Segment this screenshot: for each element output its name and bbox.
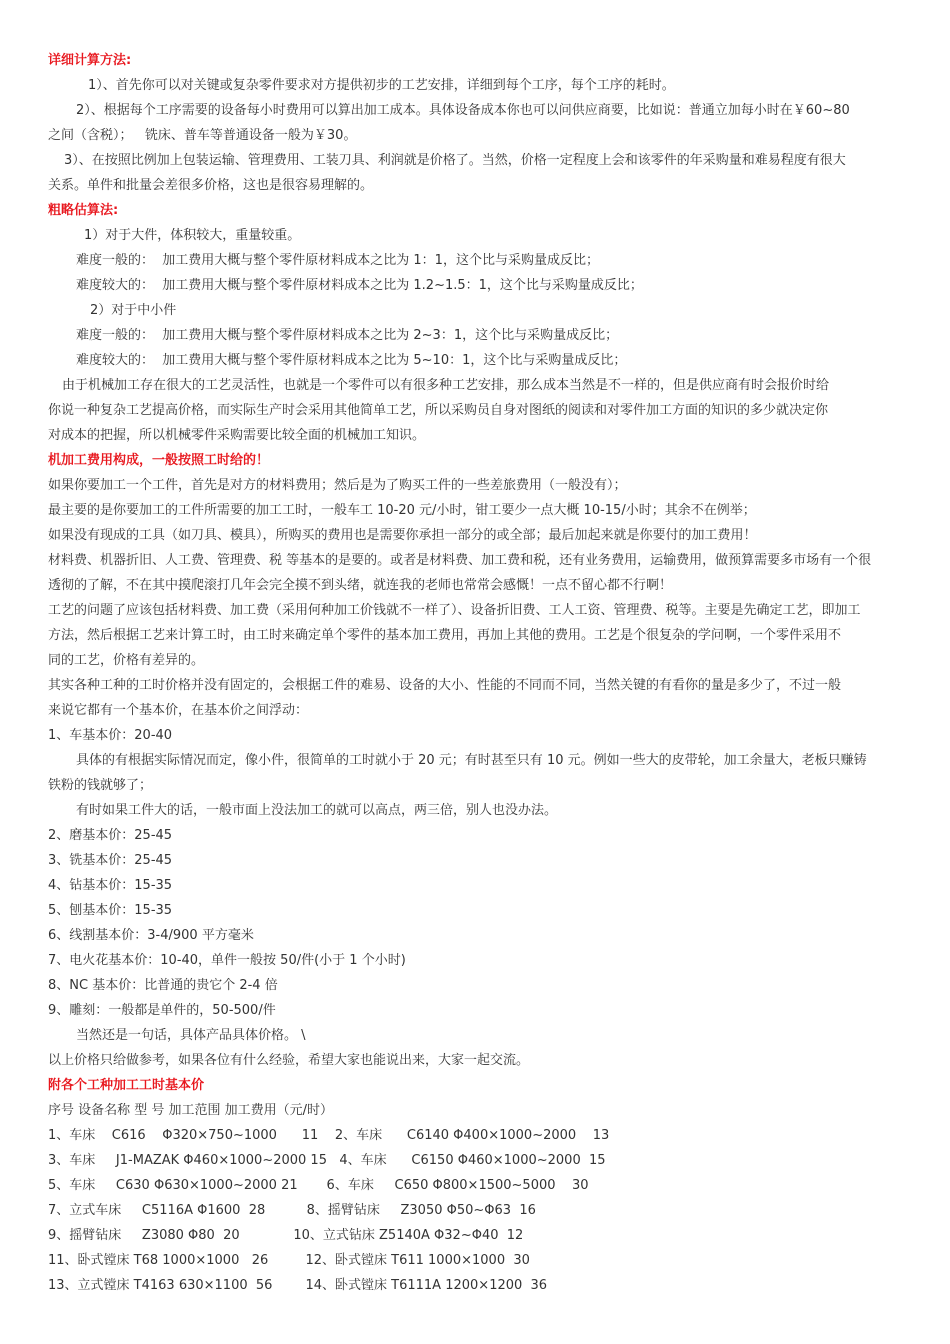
paragraph-line: 具体的有根据实际情况而定，像小件，很简单的工时就小于 20 元；有时甚至只有 10 元。例如一些大的皮带轮，加工余量大，老板只赚铸 xyxy=(76,753,867,768)
table-row: 3、车床 J1-MAZAK Φ460×1000~2000 15 4、车床 C6150 Φ460×1000~2000 15 xyxy=(48,1153,606,1168)
paragraph-line: 当然还是一句话，具体产品具体价格。 \ xyxy=(76,1028,306,1043)
list-item: 2、磨基本价：25-45 xyxy=(48,828,173,843)
table-row: 13、立式镗床 T4163 630×1100 56 14、卧式镗床 T6111A 1200×1200 36 xyxy=(48,1278,548,1293)
paragraph-line: 难度较大的： 加工费用大概与整个零件原材料成本之比为 5~10：1，这个比与采购量成反比； xyxy=(76,353,627,368)
paragraph-line: 材料费、机器折旧、人工费、管理费、税 等基本的是要的。或者是材料费、加工费和税，还有业务费用，运输费用，做预算需要多市场有一个很 xyxy=(48,553,872,568)
paragraph-line: 如果你要加工一个工件，首先是对方的材料费用；然后是为了购买工件的一些差旅费用（一般没有）； xyxy=(48,478,627,493)
paragraph-line: 由于机械加工存在很大的工艺灵活性，也就是一个零件可以有很多种工艺安排，那么成本当然是不一样的，但是供应商有时会报价时给 xyxy=(62,378,830,393)
paragraph-line: 最主要的是你要加工的工件所需要的加工工时，一般车工 10-20 元/小时，钳工要少一点大概 10-15/小时；其余不在例举； xyxy=(48,503,756,518)
paragraph-line: 有时如果工件大的话，一般市面上没法加工的就可以高点，两三倍，别人也没办法。 xyxy=(76,803,558,818)
paragraph-line: 2）对于中小件 xyxy=(90,303,177,318)
paragraph-line: 同的工艺，价格有差异的。 xyxy=(48,653,205,668)
heading-composition: 机加工费用构成，一般按照工时给的！ xyxy=(48,453,270,468)
paragraph-line: 你说一种复杂工艺提高价格，而实际生产时会采用其他简单工艺，所以采购员自身对图纸的阅读和对零件加工方面的知识的多少就决定你 xyxy=(48,403,829,418)
list-item: 6、线割基本价：3-4/900 平方毫米 xyxy=(48,928,254,943)
heading-appendix: 附各个工种加工工时基本价 xyxy=(48,1078,205,1093)
list-item: 4、钻基本价：15-35 xyxy=(48,878,173,893)
paragraph-line: 来说它都有一个基本价，在基本价之间浮动： xyxy=(48,703,309,718)
table-row: 9、摇臂钻床 Z3080 Φ80 20 10、立式钻床 Z5140A Φ32~Φ40 12 xyxy=(48,1228,524,1243)
paragraph-line: 1）对于大件，体积较大，重量较重。 xyxy=(84,228,301,243)
paragraph-line: 如果没有现成的工具（如刀具、模具），所购买的费用也是需要你承担一部分的或全部；最后加起来就是你要付的加工费用！ xyxy=(48,528,757,543)
paragraph-line: 难度一般的： 加工费用大概与整个零件原材料成本之比为 1：1，这个比与采购量成反比； xyxy=(76,253,599,268)
paragraph-line: 2）、根据每个工序需要的设备每小时费用可以算出加工成本。具体设备成本你也可以问供应商要，比如说：普通立加每小时在￥60~80 xyxy=(76,103,850,118)
list-item: 9、雕刻：一般都是单件的，50-500/件 xyxy=(48,1003,276,1018)
table-header: 序号 设备名称 型 号 加工范围 加工费用（元/时） xyxy=(48,1103,334,1118)
list-item: 1、车基本价：20-40 xyxy=(48,728,173,743)
paragraph-line: 其实各种工种的工时价格并没有固定的，会根据工件的难易、设备的大小、性能的不同而不同，当然关键的有看你的量是多少了，不过一般 xyxy=(48,678,842,693)
paragraph-line: 关系。单件和批量会差很多价格，这也是很容易理解的。 xyxy=(48,178,374,193)
paragraph-line: 难度较大的： 加工费用大概与整个零件原材料成本之比为 1.2~1.5：1，这个比与采购量成反比； xyxy=(76,278,643,293)
heading-detailed: 详细计算方法: xyxy=(48,53,132,68)
heading-rough: 粗略估算法: xyxy=(48,203,119,218)
paragraph-line: 方法，然后根据工艺来计算工时，由工时来确定单个零件的基本加工费用，再加上其他的费用。工艺是个很复杂的学问啊，一个零件采用不 xyxy=(48,628,842,643)
table-row: 7、立式车床 C5116A Φ1600 28 8、摇臂钻床 Z3050 Φ50~Φ63 16 xyxy=(48,1203,536,1218)
table-row: 5、车床 C630 Φ630×1000~2000 21 6、车床 C650 Φ800×1500~5000 30 xyxy=(48,1178,589,1193)
paragraph-line: 透彻的了解，不在其中摸爬滚打几年会完全摸不到头绪，就连我的老师也常常会感慨！一点不留心都不行啊！ xyxy=(48,578,673,593)
table-row: 1、车床 C616 Φ320×750~1000 11 2、车床 C6140 Φ400×1000~2000 13 xyxy=(48,1128,610,1143)
paragraph-line: 对成本的把握，所以机械零件采购需要比较全面的机械加工知识。 xyxy=(48,428,426,443)
paragraph-line: 1）、首先你可以对关键或复杂零件要求对方提供初步的工艺安排，详细到每个工序，每个工序的耗时。 xyxy=(88,78,675,93)
paragraph-line: 铁粉的钱就够了； xyxy=(48,778,153,793)
paragraph-line: 之间（含税）； 铣床、普车等普通设备一般为￥30。 xyxy=(48,128,357,143)
paragraph-line: 以上价格只给做参考，如果各位有什么经验，希望大家也能说出来，大家一起交流。 xyxy=(48,1053,530,1068)
paragraph-line: 3）、在按照比例加上包装运输、管理费用、工装刀具、利润就是价格了。当然，价格一定程度上会和该零件的年采购量和难易程度有很大 xyxy=(64,153,846,168)
paragraph-line: 工艺的问题了应该包括材料费、加工费（采用何种加工价钱就不一样了）、设备折旧费、工人工资、管理费、税等。主要是先确定工艺，即加工 xyxy=(48,603,861,618)
list-item: 3、铣基本价：25-45 xyxy=(48,853,173,868)
table-row: 11、卧式镗床 T68 1000×1000 26 12、卧式镗床 T611 1000×1000 30 xyxy=(48,1253,530,1268)
paragraph-line: 难度一般的： 加工费用大概与整个零件原材料成本之比为 2~3：1，这个比与采购量成反比； xyxy=(76,328,619,343)
list-item: 7、电火花基本价：10-40，单件一般按 50/件(小于 1 个小时) xyxy=(48,953,406,968)
list-item: 8、NC 基本价：比普通的贵它个 2-4 倍 xyxy=(48,978,278,993)
list-item: 5、刨基本价：15-35 xyxy=(48,903,173,918)
